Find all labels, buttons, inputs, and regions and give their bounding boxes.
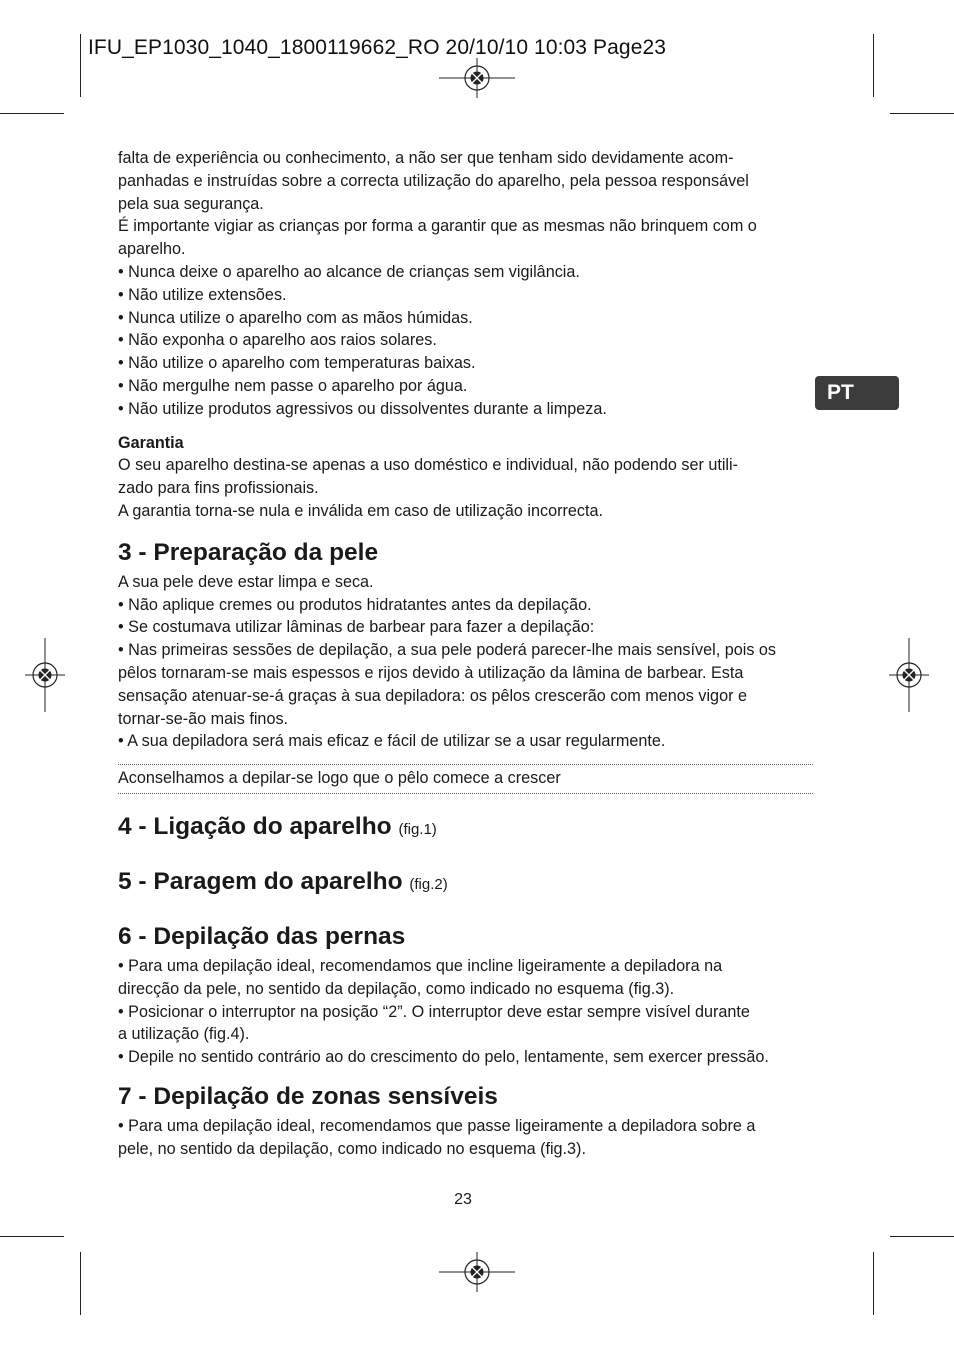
section-3-title: 3 - Preparação da pele	[118, 538, 379, 566]
text-line: pêlos tornaram-se mais espessos e rijos devido à utilização da lâmina de barbear. Esta	[118, 663, 744, 682]
bullet-item: • Para uma depilação ideal, recomendamos que passe ligeiramente a depiladora sobre a	[118, 1116, 756, 1135]
bullet-item: • Não mergulhe nem passe o aparelho por água.	[118, 376, 468, 395]
section-7-body	[118, 1115, 813, 1161]
bullet-item: • Nunca utilize o aparelho com as mãos húmidas.	[118, 308, 473, 327]
text-line: É importante vigiar as crianças por forma a garantir que as mesmas não brinquem com o	[118, 217, 757, 236]
tip-text: Aconselhamos a depilar-se logo que o pêlo comece a crescer	[118, 769, 561, 788]
section-7-title: 7 - Depilação de zonas sensíveis	[118, 1082, 498, 1110]
bullet-item: • Para uma depilação ideal, recomendamos que incline ligeiramente a depiladora na	[118, 956, 723, 975]
text-line: A sua pele deve estar limpa e seca.	[118, 572, 374, 591]
section-4-title: 4 - Ligação do aparelho	[118, 812, 392, 840]
bullet-item: • Posicionar o interruptor na posição “2”. O interruptor deve estar sempre visível durante	[118, 1002, 750, 1021]
section-5-title: 5 - Paragem do aparelho	[118, 867, 403, 895]
page-content	[118, 147, 813, 1161]
print-slug: IFU_EP1030_1040_1800119662_RO 20/10/10 10:03 Page23	[88, 36, 667, 59]
text-line: tornar-se-ão mais finos.	[118, 709, 289, 728]
section-4-heading	[118, 812, 813, 845]
section-6-title: 6 - Depilação das pernas	[118, 922, 406, 950]
bullet-item: • Se costumava utilizar lâminas de barbear para fazer a depilação:	[118, 618, 595, 637]
text-line: A garantia torna-se nula e inválida em caso de utilização incorrecta.	[118, 501, 603, 520]
text-line: pela sua segurança.	[118, 194, 264, 213]
bullet-item: • Não utilize extensões.	[118, 285, 287, 304]
bullet-item: • Não utilize produtos agressivos ou dissolventes durante a limpeza.	[118, 399, 607, 418]
registration-mark-top-icon	[439, 58, 515, 98]
registration-mark-bottom-icon	[439, 1252, 515, 1292]
tip-box	[118, 764, 813, 794]
section-3-body	[118, 571, 813, 753]
text-line: zado para fins profissionais.	[118, 479, 319, 498]
text-line: pele, no sentido da depilação, como indicado no esquema (fig.3).	[118, 1139, 586, 1158]
language-tab: PT	[815, 376, 899, 410]
text-line: direcção da pele, no sentido da depilação, como indicado no esquema (fig.3).	[118, 979, 675, 998]
text-line: a utilização (fig.4).	[118, 1025, 250, 1044]
registration-mark-left-icon	[25, 638, 65, 712]
bullet-item: • Nas primeiras sessões de depilação, a sua pele poderá parecer-lhe mais sensível, pois os	[118, 641, 777, 660]
bullet-item: • Não aplique cremes ou produtos hidratantes antes da depilação.	[118, 595, 592, 614]
section-5-heading	[118, 867, 813, 900]
page-number: 23	[454, 1191, 472, 1208]
intro-text	[118, 147, 813, 421]
registration-mark-right-icon	[889, 638, 929, 712]
section-5-fig-ref: (fig.2)	[409, 875, 448, 893]
bullet-item: • Depile no sentido contrário ao do crescimento do pelo, lentamente, sem exercer pressão.	[118, 1048, 769, 1067]
text-line: falta de experiência ou conhecimento, a não ser que tenham sido devidamente acom-	[118, 149, 734, 167]
section-6-body	[118, 955, 813, 1069]
text-line: panhadas e instruídas sobre a correcta utilização do aparelho, pela pessoa responsável	[118, 171, 749, 190]
text-line: O seu aparelho destina-se apenas a uso doméstico e individual, não podendo ser utili-	[118, 456, 739, 475]
bullet-item: • A sua depiladora será mais eficaz e fácil de utilizar se a usar regularmente.	[118, 732, 666, 751]
warranty-section	[118, 432, 813, 523]
section-4-fig-ref: (fig.1)	[398, 820, 437, 838]
warranty-heading: Garantia	[118, 433, 184, 452]
text-line: sensação atenuar-se-á graças à sua depiladora: os pêlos crescerão com menos vigor e	[118, 686, 747, 705]
text-line: aparelho.	[118, 240, 186, 259]
bullet-item: • Não exponha o aparelho aos raios solares.	[118, 331, 437, 350]
bullet-item: • Nunca deixe o aparelho ao alcance de crianças sem vigilância.	[118, 262, 580, 281]
bullet-item: • Não utilize o aparelho com temperaturas baixas.	[118, 354, 476, 373]
